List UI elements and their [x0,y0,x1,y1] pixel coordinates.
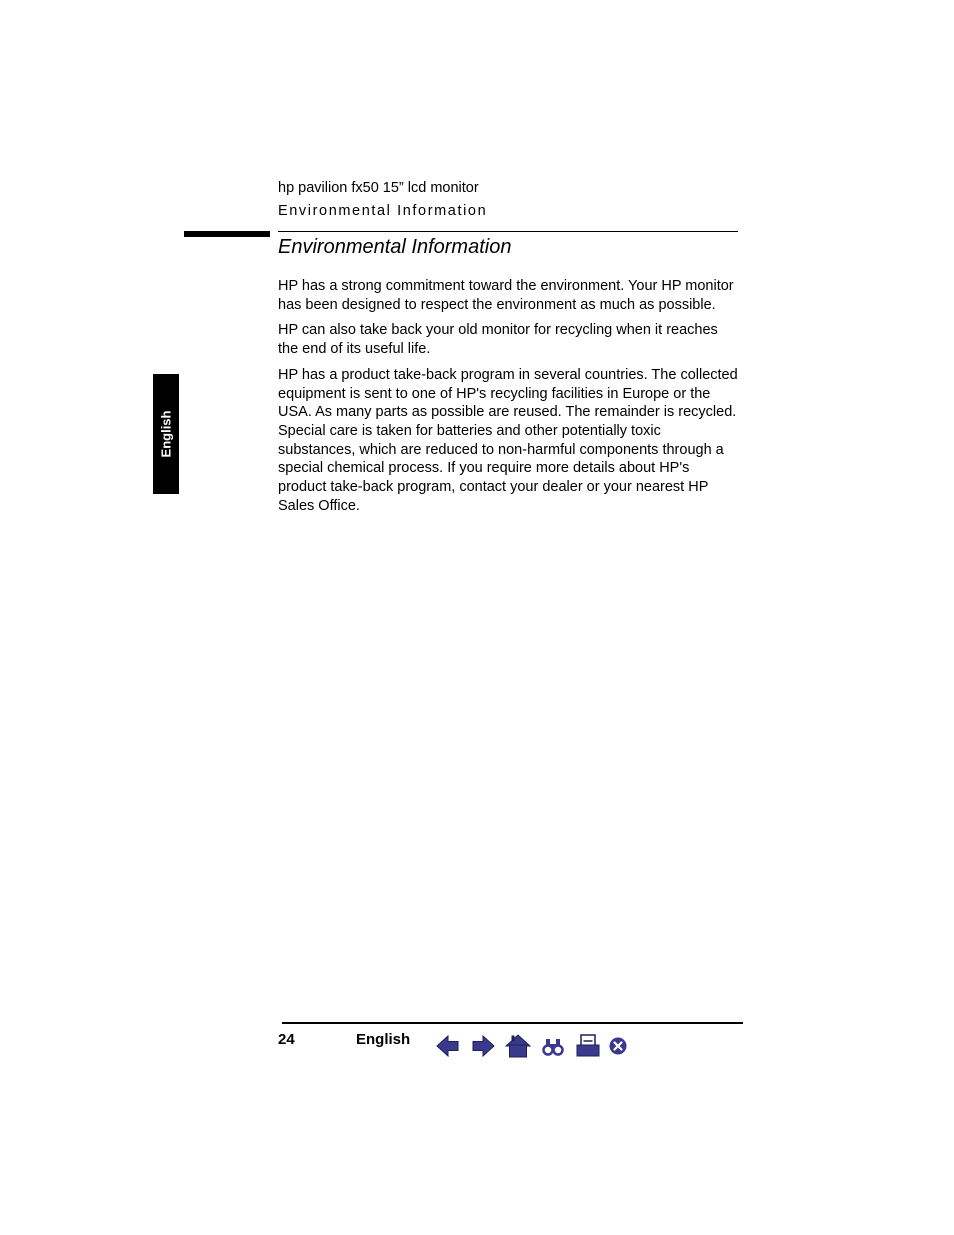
section-title: Environmental Information [278,236,512,258]
body-paragraph: HP can also take back your old monitor for recycling when it reaches the end of its useful life. [278,322,718,358]
section-body [278,277,740,522]
language-side-tab [153,374,179,494]
running-header-section: Environmental Information [278,203,488,219]
body-paragraph: HP has a product take-back program in several countries. The collected equipment is sent to one of HP's recycling facilities in Europe or the USA. As many parts as possible are reused. The remainder is recycled. Special care is taken for batteries and other potentially toxic substances, which are reduced to non-harmful components through a special chemical process. If you require more details about HP's product take-back program, contact your dealer or your nearest HP Sales Office. [278,366,738,514]
previous-page-icon[interactable] [435,1033,461,1059]
home-icon[interactable] [505,1033,531,1059]
search-icon[interactable] [540,1033,566,1059]
close-icon[interactable] [608,1036,628,1056]
side-tab-label: English [158,410,174,458]
next-page-icon[interactable] [470,1033,496,1059]
footer-rule [282,1022,743,1024]
print-icon[interactable] [575,1033,601,1059]
page-number: 24 [278,1031,295,1048]
running-header-product: hp pavilion fx50 15” lcd monitor [278,180,479,196]
body-paragraph: HP has a strong commitment toward the environment. Your HP monitor has been designed to respect the environment as much as possible. [278,278,734,313]
header-rule-thick [184,231,270,237]
footer-language: English [356,1031,411,1048]
header-rule-thin [278,231,738,232]
